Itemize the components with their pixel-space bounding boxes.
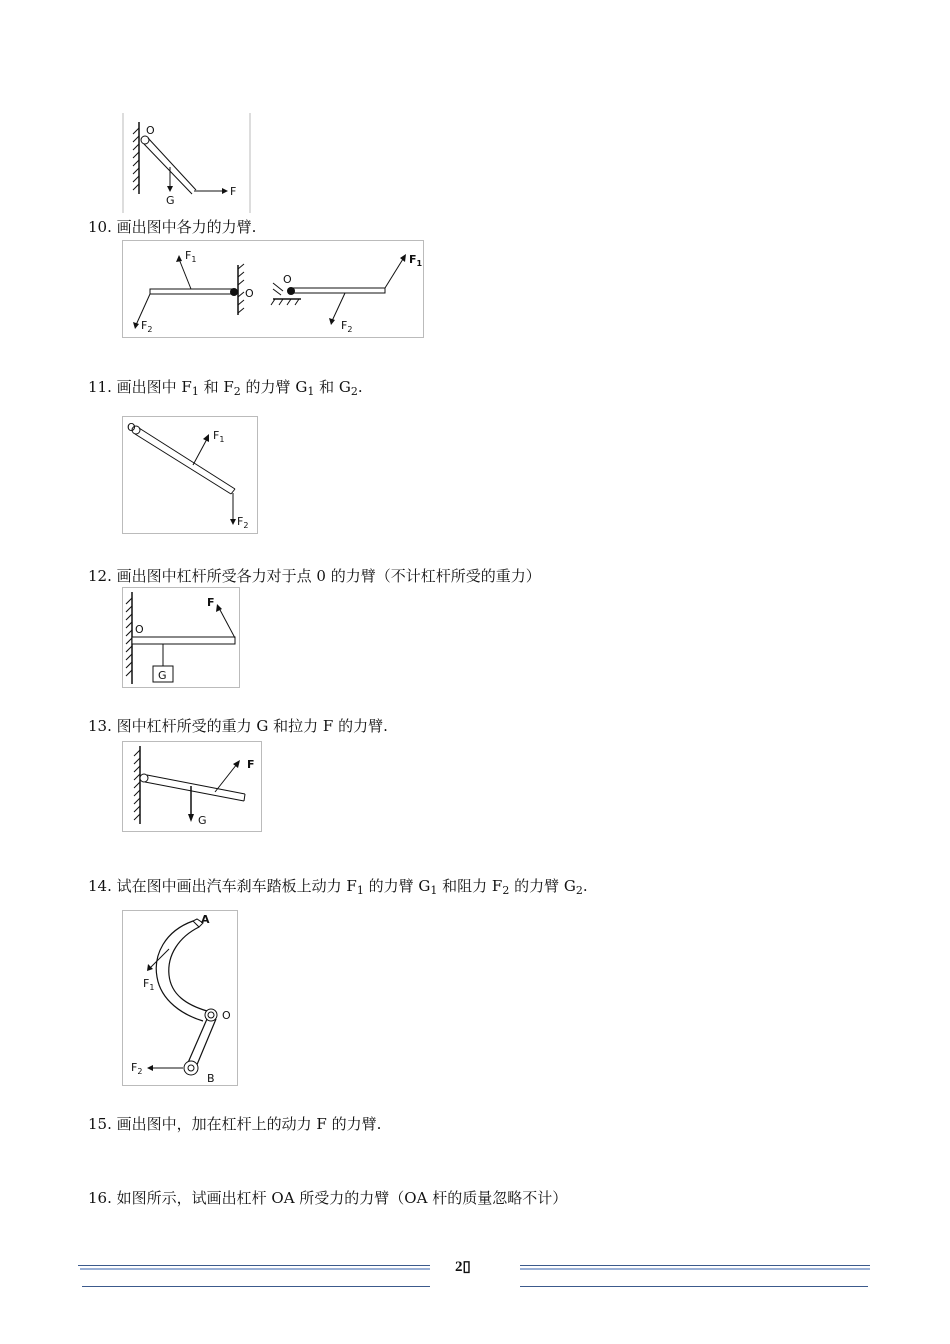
question-number: 10. — [88, 218, 112, 236]
footer-rule-right-top — [520, 1265, 870, 1266]
label-g: G — [166, 194, 175, 207]
question-text: 画出图中，加在杠杆上的动力 F 的力臂. — [116, 1115, 382, 1133]
label-f2: $F_2$ — [141, 319, 153, 334]
question-12 — [88, 566, 541, 586]
label-o: O — [222, 1009, 231, 1022]
label-f1: $F_1$ — [213, 429, 225, 444]
figure-9-diagram — [122, 112, 252, 214]
figure-11-diagram — [123, 417, 257, 533]
question-text: 图中杠杆所受的重力 G 和拉力 F 的力臂. — [116, 717, 388, 735]
footer-rule-right-bottom — [520, 1286, 868, 1287]
question-number: 11. — [88, 378, 112, 396]
page-number: 2▯ — [455, 1259, 471, 1275]
label-b: B — [207, 1072, 215, 1085]
question-number: 13. — [88, 717, 112, 735]
label-o: O — [245, 287, 254, 300]
figure-10-diagram — [123, 241, 423, 337]
question-text: 画出图中杠杆所受各力对于点 0 的力臂（不计杠杆所受的重力） — [116, 567, 541, 585]
label-o: O — [127, 421, 136, 434]
label-g: G — [198, 814, 207, 827]
question-16 — [88, 1188, 567, 1208]
label-f: F — [230, 185, 237, 198]
question-11: 11. 画出图中 $F_1$ 和 $F_2$ 的力臂 $G_1$ 和 $G_2$. — [88, 378, 363, 398]
label-a: A — [201, 913, 210, 926]
question-text: 画出图中各力的力臂. — [116, 218, 257, 236]
label-o: O — [146, 124, 155, 137]
question-14: 14. 试在图中画出汽车刹车踏板上动力 $F_1$ 的力臂 $G_1$ 和阻力 $F_2$ 的力臂 $G_2$. — [88, 877, 588, 897]
figure-13-diagram — [123, 742, 261, 831]
figure-14-diagram — [123, 911, 237, 1085]
label-f1-right: $F_1$ — [409, 253, 423, 268]
footer-rule-left-top — [78, 1265, 430, 1266]
figure-12 — [122, 587, 240, 688]
label-g: G — [158, 669, 167, 682]
figure-10 — [122, 240, 424, 338]
figure-14 — [122, 910, 238, 1086]
figure-11 — [122, 416, 258, 534]
question-13 — [88, 716, 388, 736]
question-number: 14. — [88, 877, 112, 895]
question-number: 12. — [88, 567, 112, 585]
question-10 — [88, 217, 256, 237]
label-o: O — [135, 623, 144, 636]
question-15 — [88, 1114, 381, 1134]
label-f1: $F_1$ — [185, 249, 197, 264]
label-f: F — [247, 758, 255, 771]
figure-13 — [122, 741, 262, 832]
question-text: 如图所示，试画出杠杆 OA 所受力的力臂（OA 杆的质量忽略不计） — [116, 1189, 568, 1207]
question-number: 16. — [88, 1189, 112, 1207]
figure-9 — [122, 112, 252, 214]
footer-rule-left-mid — [80, 1268, 430, 1270]
label-o-right: O — [283, 273, 292, 286]
footer-rule-left-bottom — [82, 1286, 430, 1287]
figure-12-diagram — [123, 588, 239, 687]
label-f2-right: $F_2$ — [341, 319, 353, 334]
label-f2: $F_2$ — [237, 515, 249, 530]
label-f2: $F_2$ — [131, 1061, 143, 1076]
footer-rule-right-mid — [520, 1268, 870, 1270]
label-f: F — [207, 596, 215, 609]
question-number: 15. — [88, 1115, 112, 1133]
label-f1: $F_1$ — [143, 977, 155, 992]
